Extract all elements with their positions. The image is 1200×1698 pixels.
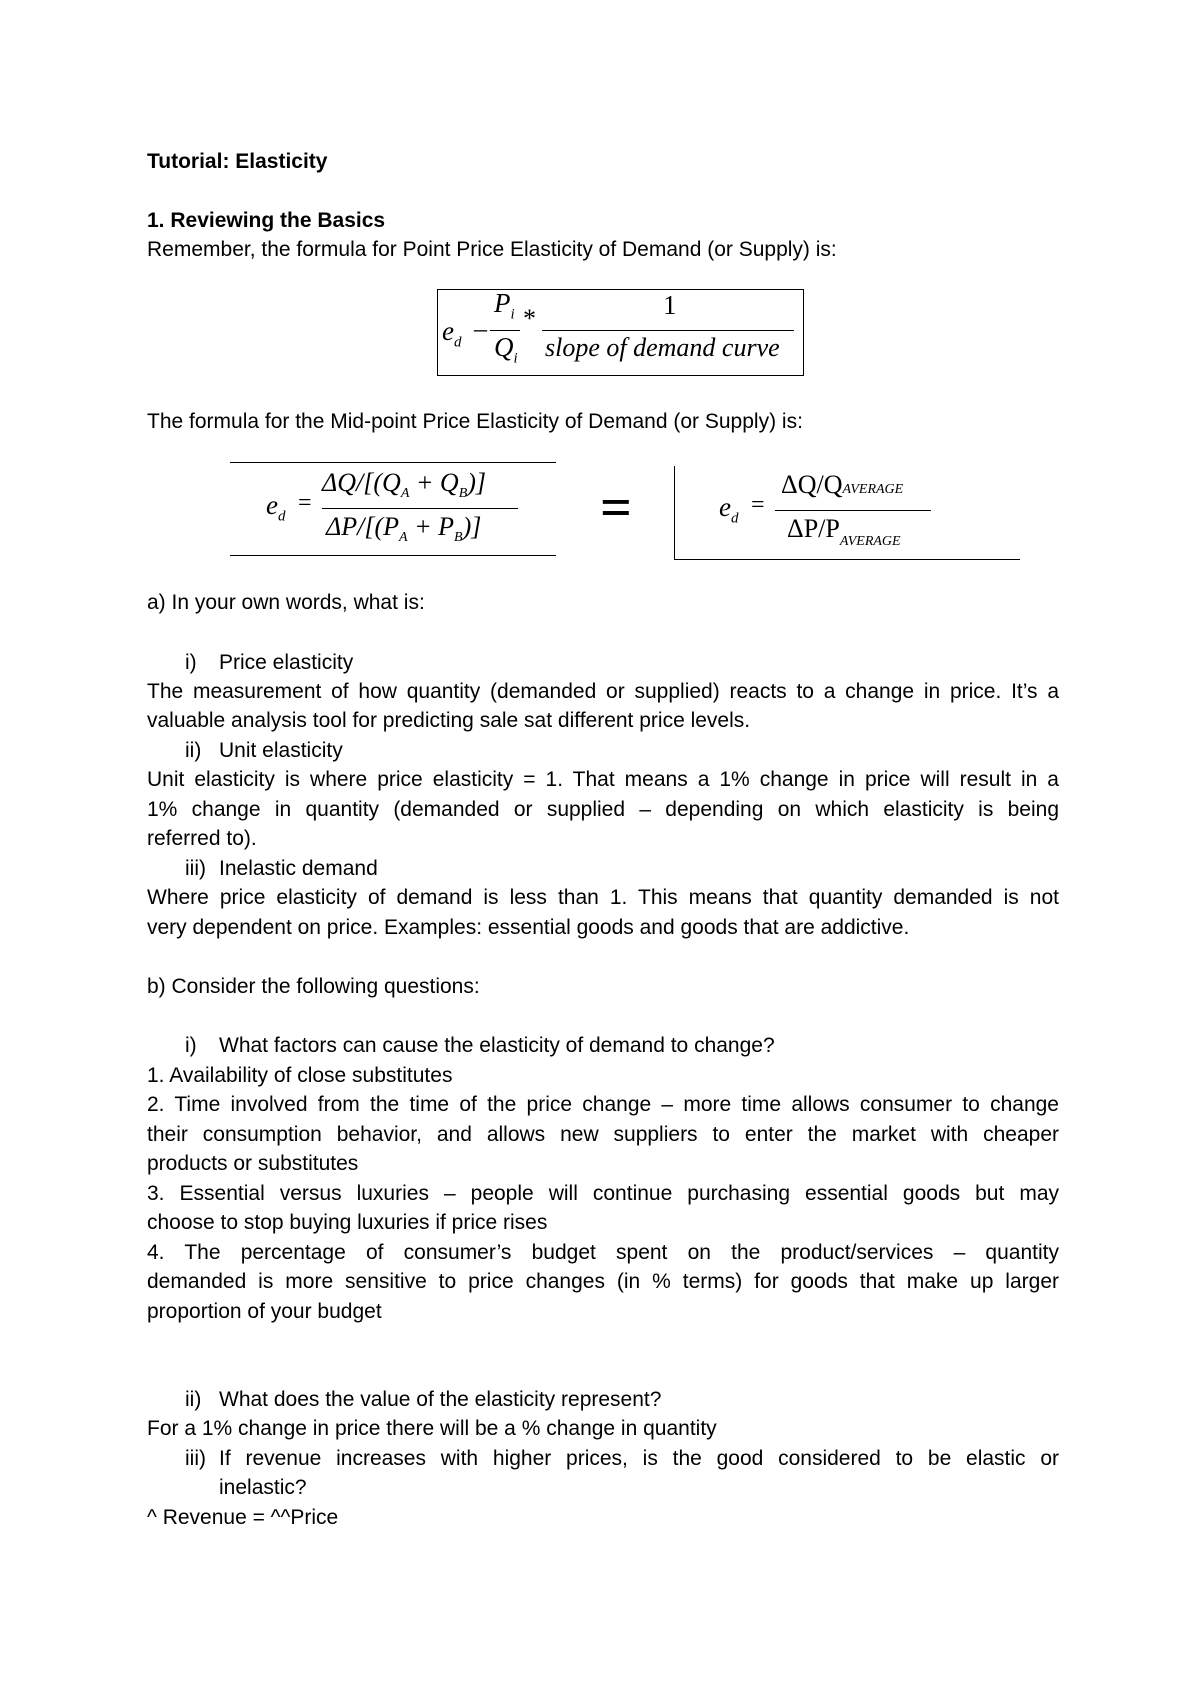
- midpoint-right-bar: [775, 510, 931, 511]
- item-label: iii): [185, 857, 206, 880]
- answer-line: 3. Essential versus luxuries – people will continue purchasing essential goods but may: [147, 1182, 1059, 1205]
- midpoint-right-eq: =: [751, 492, 765, 518]
- part-b-heading: b) Consider the following questions:: [147, 975, 480, 998]
- midpoint-right-num: ΔQ/QAVERAGE: [781, 470, 904, 499]
- formula-frac2-den: slope of demand curve: [545, 333, 780, 362]
- formula-frac2-bar: [542, 330, 794, 331]
- midpoint-left-den: $\Delta P/[(P_A + P_B)]$: [326, 512, 482, 546]
- item-title: Inelastic demand: [219, 857, 378, 880]
- big-equals-sign: =: [600, 477, 632, 539]
- formula-left-bottom-rule: [230, 555, 556, 556]
- item-label: i): [185, 1034, 197, 1057]
- answer-line: Where price elasticity of demand is less than 1. This means that quantity demanded is not: [147, 886, 1059, 909]
- answer-line: Unit elasticity is where price elasticity = 1. That means a 1% change in price will result in a: [147, 768, 1059, 791]
- midpoint-right-den: $\Delta P/P_{AVERAGE}$: [787, 514, 901, 549]
- answer-line: 2. Time involved from the time of the price change – more time allows consumer to change: [147, 1093, 1059, 1116]
- midpoint-lhs: $e_d$: [266, 490, 286, 525]
- answer-line: 1. Availability of close substitutes: [147, 1064, 453, 1087]
- formula-operator: –: [474, 314, 487, 343]
- formula-left-top-rule: [230, 462, 556, 463]
- item-title: Unit elasticity: [219, 739, 343, 762]
- formula-frac2-num: 1: [663, 290, 677, 320]
- answer-line: valuable analysis tool for predicting sale sat different price levels.: [147, 709, 751, 732]
- point-elasticity-formula: [437, 289, 804, 376]
- answer-line: ^ Revenue = ^^Price: [147, 1506, 339, 1529]
- answer-line: their consumption behavior, and allows new suppliers to enter the market with cheaper: [147, 1123, 1059, 1146]
- document-title: Tutorial: Elasticity: [147, 150, 328, 173]
- formula-frac1-bar: [490, 330, 520, 331]
- midpoint-left-bar: [322, 508, 518, 509]
- midpoint-formula-left: [230, 462, 556, 557]
- midpoint-right-lhs: $e_d$: [719, 492, 739, 527]
- midpoint-formula-intro: The formula for the Mid-point Price Elasticity of Demand (or Supply) is:: [147, 410, 803, 433]
- answer-line: products or substitutes: [147, 1152, 359, 1175]
- midpoint-eq: =: [298, 490, 312, 516]
- formula-frac1-den: $Q_i$: [494, 332, 518, 367]
- item-title: Price elasticity: [219, 651, 354, 674]
- answer-line: 4. The percentage of consumer’s budget spent on the product/services – quantity: [147, 1241, 1059, 1264]
- formula-times: *: [523, 304, 536, 333]
- answer-line: choose to stop buying luxuries if price rises: [147, 1211, 548, 1234]
- formula-frac1-num: $P_i$: [494, 288, 515, 323]
- point-formula-intro: Remember, the formula for Point Price Elasticity of Demand (or Supply) is:: [147, 238, 837, 261]
- item-label: ii): [185, 739, 202, 762]
- midpoint-left-num: $\Delta Q/[(Q_A + Q_B)]$: [322, 468, 487, 502]
- answer-line: For a 1% change in price there will be a % change in quantity: [147, 1417, 717, 1440]
- answer-line: 1% change in quantity (demanded or supplied – depending on which elasticity is being: [147, 798, 1059, 821]
- section-heading: 1. Reviewing the Basics: [147, 209, 386, 232]
- question-title: If revenue increases with higher prices, is the good considered to be elastic or: [219, 1447, 1059, 1470]
- answer-line: referred to).: [147, 827, 257, 850]
- item-label: ii): [185, 1388, 202, 1411]
- part-a-heading: a) In your own words, what is:: [147, 591, 425, 614]
- question-title: What does the value of the elasticity represent?: [219, 1388, 662, 1411]
- midpoint-formula-right: [674, 466, 1020, 560]
- item-label: i): [185, 651, 197, 674]
- formula-lhs: $e_d$: [442, 316, 462, 351]
- question-title-cont: inelastic?: [219, 1476, 307, 1499]
- answer-line: very dependent on price. Examples: essential goods and goods that are addictive.: [147, 916, 910, 939]
- item-label: iii): [185, 1447, 206, 1470]
- question-title: What factors can cause the elasticity of demand to change?: [219, 1034, 775, 1057]
- answer-line: demanded is more sensitive to price changes (in % terms) for goods that make up larger: [147, 1270, 1059, 1293]
- answer-line: The measurement of how quantity (demanded or supplied) reacts to a change in price. It’s a: [147, 680, 1059, 703]
- answer-line: proportion of your budget: [147, 1300, 382, 1323]
